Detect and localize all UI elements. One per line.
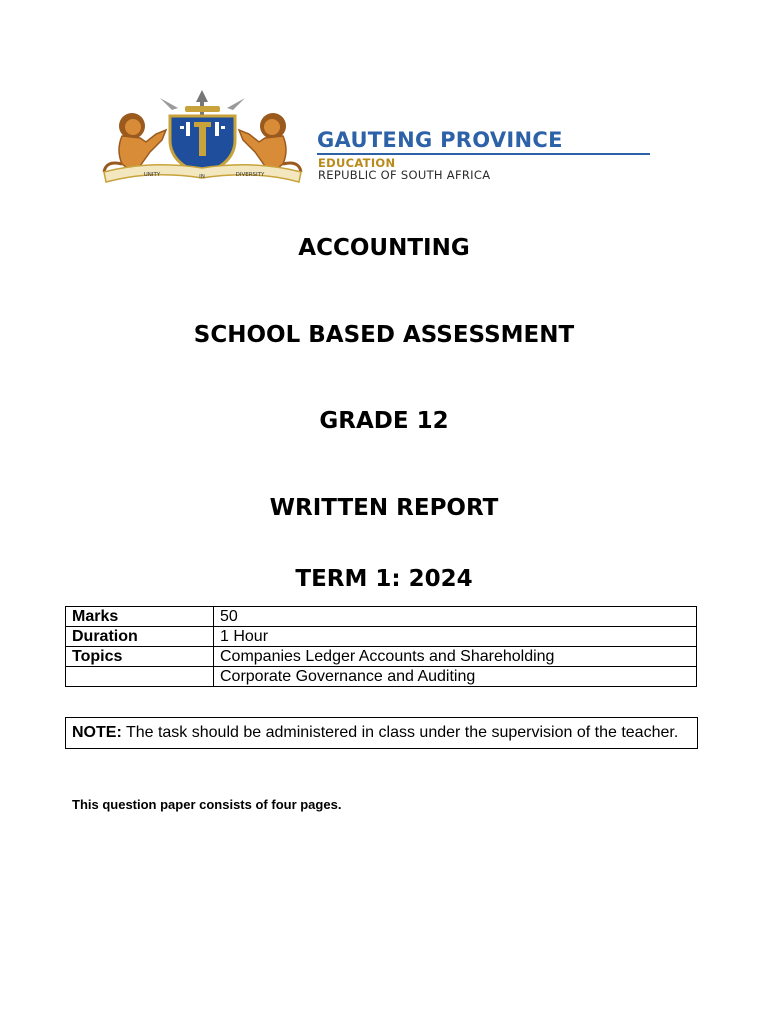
row-value: 50 (214, 607, 697, 627)
row-label: Duration (66, 627, 214, 647)
table-row (66, 627, 697, 647)
row-label: Topics (66, 647, 214, 667)
department-name: EDUCATION (318, 156, 396, 170)
coat-of-arms-icon (100, 90, 305, 186)
left-lion-icon (104, 113, 166, 172)
page-count-footer: This question paper consists of four pages. (72, 797, 342, 812)
note-box (65, 717, 698, 749)
assessment-title: SCHOOL BASED ASSESSMENT (193, 322, 575, 348)
task-title: WRITTEN REPORT (269, 495, 499, 521)
row-value: Companies Ledger Accounts and Shareholding (214, 647, 697, 667)
subject-title: ACCOUNTING (298, 235, 470, 261)
gauteng-logo (100, 90, 660, 190)
term-title: TERM 1: 2024 (295, 566, 473, 592)
motto-in: IN (199, 174, 205, 180)
note-label: NOTE: (72, 724, 122, 741)
row-label: Marks (66, 607, 214, 627)
table-row (66, 607, 697, 627)
note-text: The task should be administered in class under the supervision of the teacher. (121, 724, 679, 741)
table-row (66, 667, 697, 687)
row-value: Corporate Governance and Auditing (214, 667, 697, 687)
motto-ribbon (104, 165, 301, 182)
spear-crown-icon (160, 90, 245, 116)
right-lion-icon (239, 113, 301, 172)
row-value: 1 Hour (214, 627, 697, 647)
country-name: REPUBLIC OF SOUTH AFRICA (318, 168, 491, 182)
row-label (66, 667, 214, 687)
info-table (65, 606, 697, 687)
province-name: GAUTENG PROVINCE (317, 128, 563, 152)
grade-title: GRADE 12 (319, 408, 449, 434)
motto-diversity: DIVERSITY (235, 172, 265, 178)
motto-unity: UNITY (143, 172, 161, 178)
logo-divider-line (317, 153, 650, 155)
table-row (66, 647, 697, 667)
